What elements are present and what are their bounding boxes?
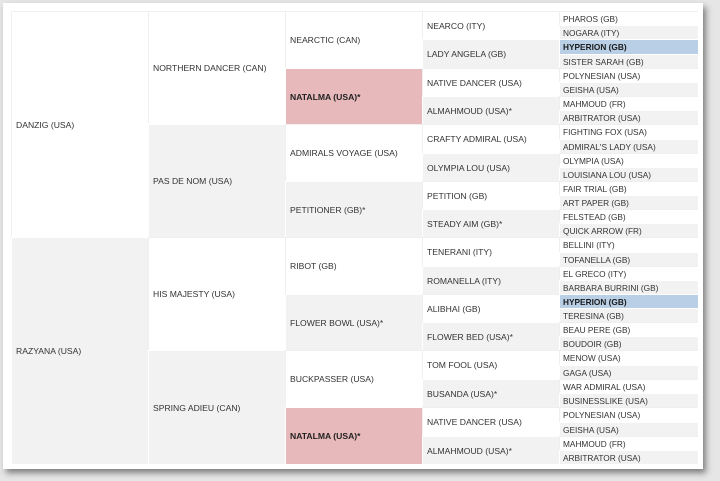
- gen5-ancestor-25[interactable]: MENOW (USA): [559, 350, 698, 365]
- gen5-ancestor-16[interactable]: QUICK ARROW (FR): [559, 223, 698, 237]
- gen4-ancestor-6[interactable]: OLYMPIA LOU (USA): [422, 153, 559, 181]
- gen5-ancestor-15[interactable]: FELSTEAD (GB): [559, 209, 698, 223]
- gen4-ancestor-15[interactable]: NATIVE DANCER (USA): [422, 407, 559, 436]
- dam[interactable]: RAZYANA (USA): [11, 237, 148, 464]
- gen5-ancestor-18[interactable]: TOFANELLA (GB): [559, 252, 698, 266]
- gen4-ancestor-12[interactable]: FLOWER BED (USA)*: [422, 322, 559, 350]
- gen4-ancestor-14[interactable]: BUSANDA (USA)*: [422, 379, 559, 407]
- gen4-ancestor-13[interactable]: TOM FOOL (USA): [422, 350, 559, 379]
- gen5-ancestor-3-highlighted[interactable]: HYPERION (GB): [559, 39, 698, 54]
- pedigree-table: [11, 11, 698, 464]
- granddam-paternal[interactable]: PAS DE NOM (USA): [148, 124, 285, 237]
- gen4-ancestor-7[interactable]: PETITION (GB): [422, 181, 559, 209]
- gen3-ancestor-6[interactable]: FLOWER BOWL (USA)*: [285, 294, 422, 350]
- gen4-ancestor-1[interactable]: NEARCO (ITY): [422, 11, 559, 39]
- gen4-ancestor-10[interactable]: ROMANELLA (ITY): [422, 266, 559, 294]
- gen5-ancestor-13[interactable]: FAIR TRIAL (GB): [559, 181, 698, 195]
- gen4-ancestor-3[interactable]: NATIVE DANCER (USA): [422, 68, 559, 96]
- gen5-ancestor-22[interactable]: TERESINA (GB): [559, 308, 698, 322]
- gen5-ancestor-28[interactable]: BUSINESSLIKE (USA): [559, 393, 698, 407]
- gen4-ancestor-16[interactable]: ALMAHMOUD (USA)*: [422, 436, 559, 464]
- gen4-ancestor-4[interactable]: ALMAHMOUD (USA)*: [422, 96, 559, 124]
- gen4-ancestor-11[interactable]: ALIBHAI (GB): [422, 294, 559, 322]
- grandsire-paternal[interactable]: NORTHERN DANCER (CAN): [148, 11, 285, 124]
- gen5-ancestor-7[interactable]: MAHMOUD (FR): [559, 96, 698, 110]
- gen5-ancestor-20[interactable]: BARBARA BURRINI (GB): [559, 280, 698, 294]
- gen5-ancestor-27[interactable]: WAR ADMIRAL (USA): [559, 379, 698, 393]
- pedigree-frame: [3, 3, 703, 469]
- gen3-ancestor-5[interactable]: RIBOT (GB): [285, 237, 422, 294]
- gen3-ancestor-4[interactable]: PETITIONER (GB)*: [285, 181, 422, 237]
- gen3-ancestor-1[interactable]: NEARCTIC (CAN): [285, 11, 422, 68]
- gen5-ancestor-8[interactable]: ARBITRATOR (USA): [559, 110, 698, 124]
- gen5-ancestor-17[interactable]: BELLINI (ITY): [559, 237, 698, 252]
- gen5-ancestor-19[interactable]: EL GRECO (ITY): [559, 266, 698, 280]
- gen3-ancestor-3[interactable]: ADMIRALS VOYAGE (USA): [285, 124, 422, 181]
- grandsire-maternal[interactable]: HIS MAJESTY (USA): [148, 237, 285, 350]
- gen5-ancestor-5[interactable]: POLYNESIAN (USA): [559, 68, 698, 82]
- gen5-ancestor-12[interactable]: LOUISIANA LOU (USA): [559, 167, 698, 181]
- gen3-ancestor-7[interactable]: BUCKPASSER (USA): [285, 350, 422, 407]
- gen5-ancestor-30[interactable]: GEISHA (USA): [559, 422, 698, 436]
- gen4-ancestor-2[interactable]: LADY ANGELA (GB): [422, 39, 559, 68]
- gen5-ancestor-26[interactable]: GAGA (USA): [559, 365, 698, 379]
- gen5-ancestor-24[interactable]: BOUDOIR (GB): [559, 336, 698, 350]
- gen5-ancestor-11[interactable]: OLYMPIA (USA): [559, 153, 698, 167]
- gen4-ancestor-8[interactable]: STEADY AIM (GB)*: [422, 209, 559, 237]
- gen5-ancestor-21-highlighted[interactable]: HYPERION (GB): [559, 294, 698, 308]
- gen5-ancestor-23[interactable]: BEAU PERE (GB): [559, 322, 698, 336]
- gen5-ancestor-6[interactable]: GEISHA (USA): [559, 82, 698, 96]
- gen3-ancestor-2-highlighted[interactable]: NATALMA (USA)*: [285, 68, 422, 124]
- gen5-ancestor-29[interactable]: POLYNESIAN (USA): [559, 407, 698, 422]
- gen3-ancestor-8-highlighted[interactable]: NATALMA (USA)*: [285, 407, 422, 464]
- sire[interactable]: DANZIG (USA): [11, 11, 148, 237]
- gen5-ancestor-10[interactable]: ADMIRAL'S LADY (USA): [559, 139, 698, 153]
- gen5-ancestor-9[interactable]: FIGHTING FOX (USA): [559, 124, 698, 139]
- gen5-ancestor-32[interactable]: ARBITRATOR (USA): [559, 450, 698, 464]
- gen5-ancestor-2[interactable]: NOGARA (ITY): [559, 25, 698, 39]
- gen4-ancestor-9[interactable]: TENERANI (ITY): [422, 237, 559, 266]
- gen5-ancestor-14[interactable]: ART PAPER (GB): [559, 195, 698, 209]
- gen4-ancestor-5[interactable]: CRAFTY ADMIRAL (USA): [422, 124, 559, 153]
- gen5-ancestor-31[interactable]: MAHMOUD (FR): [559, 436, 698, 450]
- gen5-ancestor-1[interactable]: PHAROS (GB): [559, 11, 698, 25]
- granddam-maternal[interactable]: SPRING ADIEU (CAN): [148, 350, 285, 464]
- gen5-ancestor-4[interactable]: SISTER SARAH (GB): [559, 54, 698, 68]
